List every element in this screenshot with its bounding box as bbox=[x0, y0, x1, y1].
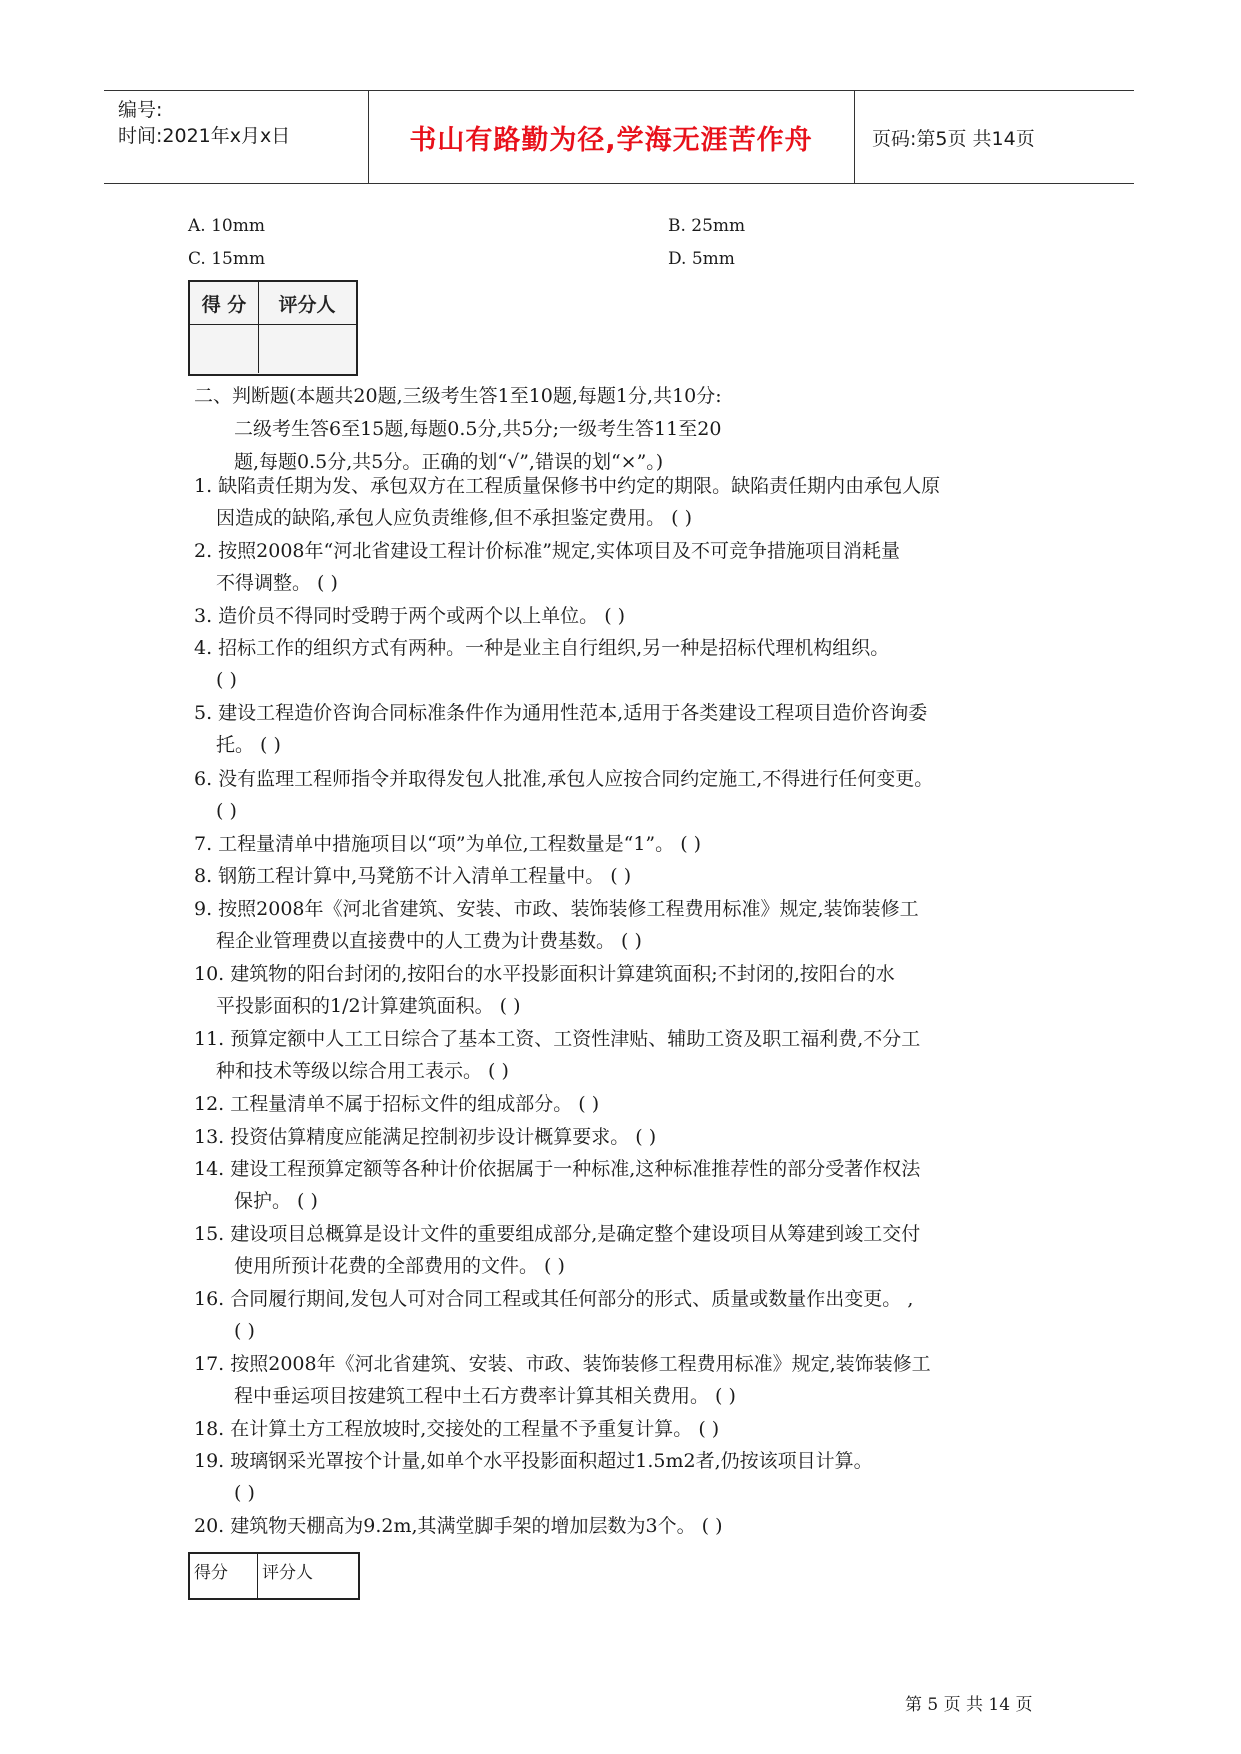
section-heading-line: 题,每题0.5分,共5分。正确的划“√”,错误的划“×”。) bbox=[234, 451, 664, 473]
question-text: 12. 工程量清单不属于招标文件的组成部分。 ( ) bbox=[194, 1093, 600, 1115]
question-item bbox=[194, 600, 1064, 632]
question-item bbox=[194, 1023, 1064, 1087]
question-text-continued: 程中垂运项目按建筑工程中土石方费率计算其相关费用。 ( ) bbox=[234, 1385, 736, 1407]
question-text: 19. 玻璃钢采光罩按个计量,如单个水平投影面积超过1.5m2者,仍按该项目计算。 bbox=[194, 1450, 873, 1472]
question-text-continued: 因造成的缺陷,承包人应负责维修,但不承担鉴定费用。 ( ) bbox=[216, 507, 692, 529]
score-table-bottom bbox=[188, 1552, 360, 1600]
question-text-continued: 托。 ( ) bbox=[216, 734, 281, 756]
grader-entry-cell bbox=[259, 325, 355, 373]
question-text: 1. 缺陷责任期为发、承包双方在工程质量保修书中约定的期限。缺陷责任期内由承包人原 bbox=[194, 475, 941, 497]
score-header: 得 分 bbox=[201, 293, 247, 316]
question-text: 5. 建设工程造价咨询合同标准条件作为通用性范本,适用于各类建设工程项目造价咨询委 bbox=[194, 702, 928, 724]
question-item bbox=[194, 1121, 1064, 1153]
question-text: 16. 合同履行期间,发包人可对合同工程或其任何部分的形式、质量或数量作出变更。 , bbox=[194, 1288, 914, 1310]
answer-bracket: ( ) bbox=[216, 800, 237, 822]
question-item bbox=[194, 470, 1064, 534]
question-item bbox=[194, 893, 1064, 957]
question-text: 15. 建设项目总概算是设计文件的重要组成部分,是确定整个建设项目从筹建到竣工交付 bbox=[194, 1223, 921, 1245]
section-heading bbox=[194, 380, 1054, 479]
question-item bbox=[194, 1445, 1064, 1509]
grader-header-cell bbox=[258, 1554, 358, 1598]
question-text: 18. 在计算土方工程放坡时,交接处的工程量不予重复计算。 ( ) bbox=[194, 1418, 720, 1440]
answer-bracket: ( ) bbox=[216, 669, 237, 691]
answer-bracket: ( ) bbox=[234, 1482, 255, 1504]
question-text-continued: 不得调整。 ( ) bbox=[216, 572, 338, 594]
question-item bbox=[194, 828, 1064, 860]
question-text-continued: 使用所预计花费的全部费用的文件。 ( ) bbox=[234, 1255, 565, 1277]
question-text: 17. 按照2008年《河北省建筑、安装、市政、装饰装修工程费用标准》规定,装饰装修工 bbox=[194, 1353, 931, 1375]
question-text: 20. 建筑物天棚高为9.2m,其满堂脚手架的增加层数为3个。 ( ) bbox=[194, 1515, 723, 1537]
option-c: C. 15mm bbox=[188, 249, 266, 269]
answer-bracket: ( ) bbox=[234, 1320, 255, 1342]
option-d: D. 5mm bbox=[668, 249, 735, 269]
grader-header-cell bbox=[259, 282, 355, 324]
question-text-continued: 程企业管理费以直接费中的人工费为计费基数。 ( ) bbox=[216, 930, 642, 952]
question-text-continued: 平投影面积的1/2计算建筑面积。 ( ) bbox=[216, 995, 521, 1017]
header-page-cell bbox=[856, 91, 1134, 183]
score-header-cell bbox=[190, 1554, 258, 1598]
question-text: 9. 按照2008年《河北省建筑、安装、市政、装饰装修工程费用标准》规定,装饰装修工 bbox=[194, 898, 919, 920]
score-entry-cell bbox=[190, 325, 259, 373]
header-motto: 书山有路勤为径,学海无涯苦作舟 bbox=[409, 124, 813, 156]
question-item bbox=[194, 1510, 1064, 1542]
question-item bbox=[194, 1153, 1064, 1217]
question-text-continued: 种和技术等级以综合用工表示。 ( ) bbox=[216, 1060, 509, 1082]
score-header: 得分 bbox=[194, 1563, 228, 1583]
question-text: 2. 按照2008年“河北省建设工程计价标准”规定,实体项目及不可竞争措施项目消耗量 bbox=[194, 540, 900, 562]
question-item bbox=[194, 632, 1064, 696]
option-a: A. 10mm bbox=[188, 216, 265, 236]
question-item bbox=[194, 1218, 1064, 1282]
section-heading-line: 二、判断题(本题共20题,三级考生答1至10题,每题1分,共10分: bbox=[194, 385, 722, 407]
question-text: 8. 钢筋工程计算中,马凳筋不计入清单工程量中。 ( ) bbox=[194, 865, 632, 887]
page-footer: 第 5 页 共 14 页 bbox=[905, 1695, 1033, 1715]
question-item bbox=[194, 860, 1064, 892]
question-text: 3. 造价员不得同时受聘于两个或两个以上单位。 ( ) bbox=[194, 605, 626, 627]
header-page-label: 页码:第5页 共14页 bbox=[872, 127, 1035, 150]
question-text: 6. 没有监理工程师指令并取得发包人批准,承包人应按合同约定施工,不得进行任何变更。 bbox=[194, 768, 934, 790]
question-item bbox=[194, 1348, 1064, 1412]
question-item bbox=[194, 1088, 1064, 1120]
grader-header: 评分人 bbox=[278, 293, 336, 316]
page-header bbox=[104, 90, 1134, 184]
question-text: 14. 建设工程预算定额等各种计价依据属于一种标准,这种标准推荐性的部分受著作权法 bbox=[194, 1158, 921, 1180]
question-item bbox=[194, 958, 1064, 1022]
header-meta-cell bbox=[104, 91, 369, 183]
question-text: 7. 工程量清单中措施项目以“项”为单位,工程数量是“1”。 ( ) bbox=[194, 833, 702, 855]
question-text: 10. 建筑物的阳台封闭的,按阳台的水平投影面积计算建筑面积;不封闭的,按阳台的水 bbox=[194, 963, 895, 985]
question-text: 4. 招标工作的组织方式有两种。一种是业主自行组织,另一种是招标代理机构组织。 bbox=[194, 637, 890, 659]
question-item bbox=[194, 697, 1064, 761]
header-motto-cell bbox=[368, 91, 855, 183]
option-b: B. 25mm bbox=[668, 216, 746, 236]
grader-header: 评分人 bbox=[262, 1563, 313, 1583]
document-number-label: 编号: bbox=[118, 99, 163, 121]
score-table bbox=[188, 280, 358, 376]
question-item bbox=[194, 535, 1064, 599]
section-heading-line: 二级考生答6至15题,每题0.5分,共5分;一级考生答11至20 bbox=[234, 418, 722, 440]
question-item bbox=[194, 1283, 1064, 1347]
question-text: 11. 预算定额中人工工日综合了基本工资、工资性津贴、辅助工资及职工福利费,不分工 bbox=[194, 1028, 921, 1050]
question-text-continued: 保护。 ( ) bbox=[234, 1190, 318, 1212]
question-item bbox=[194, 1413, 1064, 1445]
document-time-label: 时间:2021年x月x日 bbox=[118, 125, 291, 147]
score-header-cell bbox=[190, 282, 259, 324]
question-item bbox=[194, 763, 1064, 827]
question-text: 13. 投资估算精度应能满足控制初步设计概算要求。 ( ) bbox=[194, 1126, 657, 1148]
